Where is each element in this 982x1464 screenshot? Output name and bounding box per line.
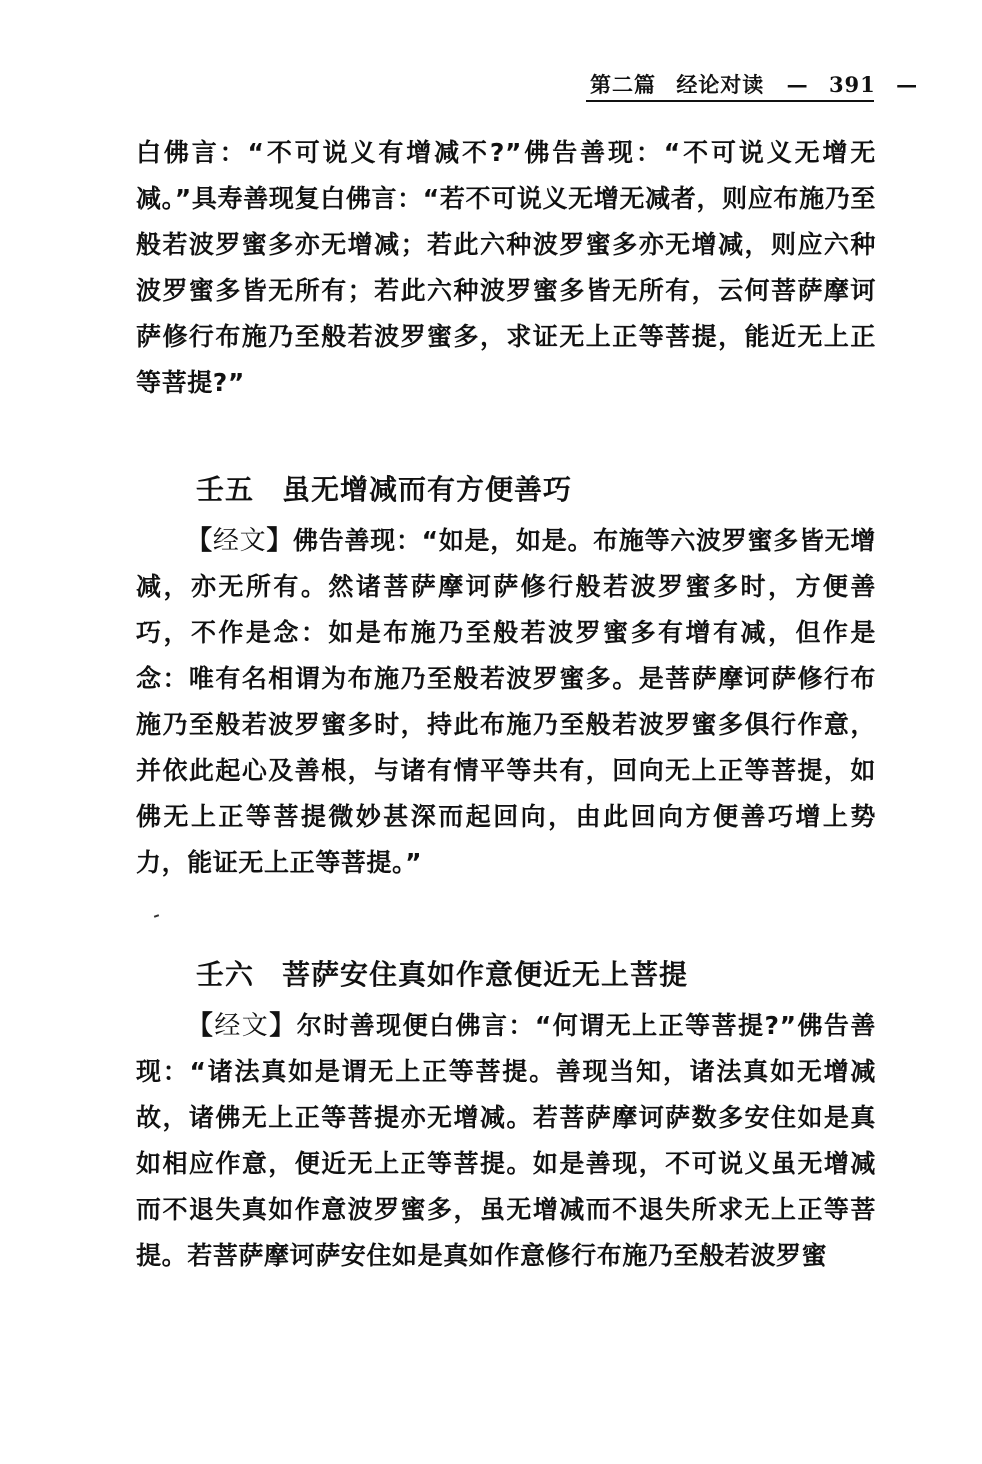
paragraph-continued: 白佛言：“不可说义有增减不?”佛告善现：“不可说义无增无减。”具寿善现复白佛言：“若不可说义无增无减者，则应布施乃至般若波罗蜜多亦无增减；若此六种波罗蜜多亦无增减，则应六种波罗蜜多皆无所有；若此六种波罗蜜多皆无所有，云何菩萨摩诃萨修行布施乃至般若波罗蜜多，求证无上正等菩提，能近无上正等菩提?” — [136, 138, 876, 397]
scan-speck — [154, 914, 159, 918]
section-title: 虽无增减而有方便善巧 — [282, 473, 573, 506]
section-heading-6 — [196, 955, 688, 995]
section-title: 菩萨安住真如作意便近无上菩提 — [282, 958, 689, 991]
label-open-bracket: 【 — [186, 526, 213, 556]
scripture-text: 尔时善现便白佛言：“何谓无上正等菩提?”佛告善现：“诸法真如是谓无上正等菩提。善现当知，诸法真如无增减故，诸佛无上正等菩提亦无增减。若菩萨摩诃萨数多安住如是真如相应作意，便近无上正等菩提。如是善现，不可说义虽无增减而不退失真如作意波罗蜜多，虽无增减而不退失所求无上正等菩提。若菩萨摩诃萨安住如是真如作意修行布施乃至般若波罗蜜 — [136, 1011, 876, 1270]
page-number: 391 — [828, 72, 876, 97]
scripture-label: 经文 — [214, 1011, 270, 1041]
section-number: 壬五 — [196, 473, 255, 506]
header-dash-left: — — [786, 72, 809, 97]
running-header — [590, 70, 919, 100]
label-open-bracket: 【 — [186, 1011, 215, 1041]
header-rule — [586, 100, 874, 102]
section-heading-5 — [196, 470, 572, 510]
label-close-bracket: 】 — [269, 1011, 297, 1041]
scripture-label: 经文 — [212, 526, 267, 556]
header-title: 经论对读 — [676, 72, 765, 97]
section-number: 壬六 — [196, 958, 255, 991]
header-dash-right: — — [896, 72, 919, 97]
scripture-paragraph-5 — [136, 518, 876, 886]
scripture-text: 佛告善现：“如是，如是。布施等六波罗蜜多皆无增减，亦无所有。然诸菩萨摩诃萨修行般若波罗蜜多时，方便善巧，不作是念：如是布施乃至般若波罗蜜多有增有减，但作是念：唯有名相谓为布施乃至般若波罗蜜多。是菩萨摩诃萨修行布施乃至般若波罗蜜多时，持此布施乃至般若波罗蜜多俱行作意，并依此起心及善根，与诸有情平等共有，回向无上正等菩提，如佛无上正等菩提微妙甚深而起回向，由此回向方便善巧增上势力，能证无上正等菩提。” — [136, 526, 877, 877]
label-close-bracket: 】 — [266, 526, 294, 556]
scripture-paragraph-6 — [136, 1003, 876, 1279]
header-section: 第二篇 — [590, 72, 656, 97]
